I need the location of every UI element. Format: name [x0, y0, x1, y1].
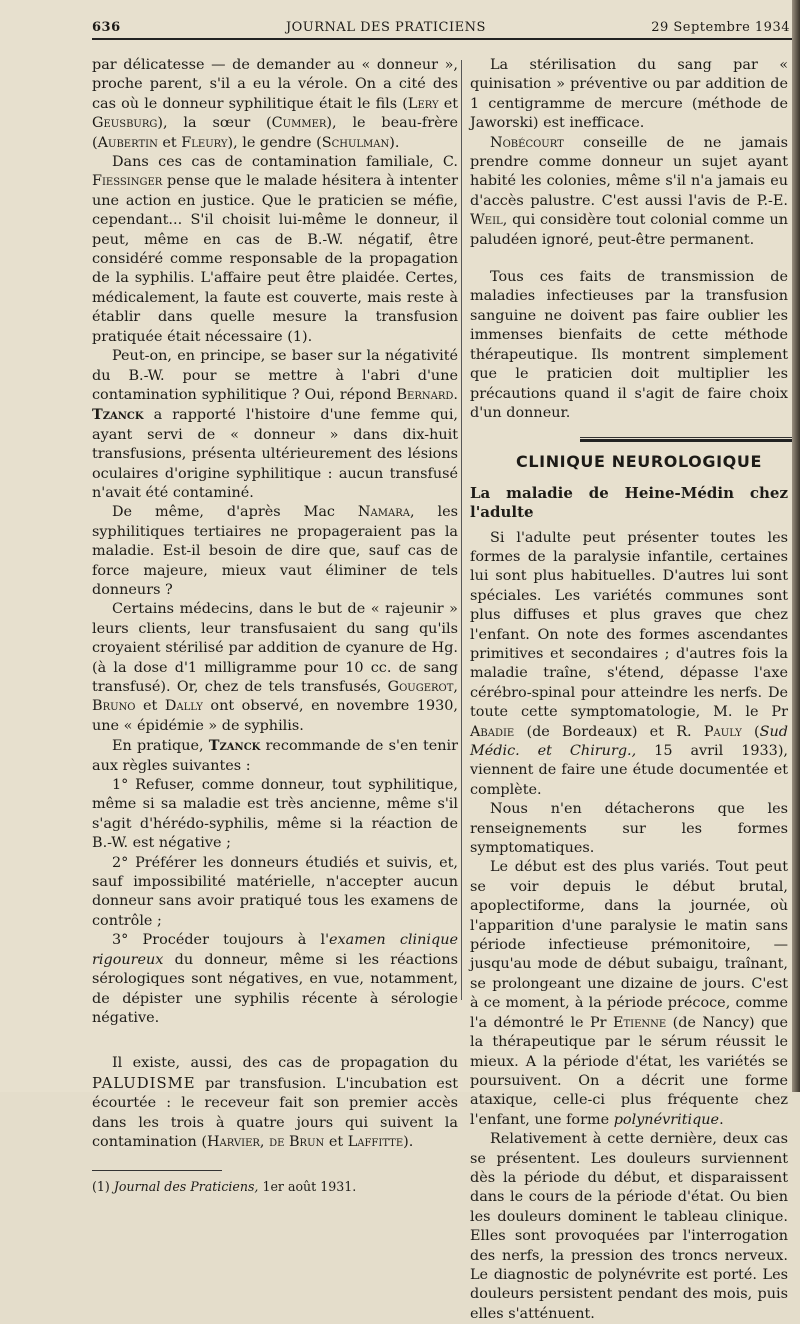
paragraph: Nobécourt conseille de ne jamais prendre comme donneur un sujet ayant habité les colonies, même s'il n'a jamais eu d'accès palustre. C'est aussi l'avis de P.-E. Weil, qui considère tout colonial comme un paludéen ignoré, peut-être permanent. [470, 134, 788, 248]
paragraph: Certains médecins, dans le but de « rajeunir » leurs clients, leur transfusaient du sang qu'ils croyaient stérilisé par addition de cyanure de Hg. (à la dose d'1 milligramme pour 10 cc. de sang transfusé). Or, chez de tels transfusés, Gougerot, Bruno et Dally ont observé, en novembre 1930, une « épidémie » de syphilis. [92, 601, 459, 734]
paragraph: La stérilisation du sang par « quinisation » préventive ou par addition de 1 centigramme de mercure (méthode de Jaworski) est inefficace. [470, 57, 788, 132]
paragraph: En pratique, Tzanck recommande de s'en tenir aux règles suivantes : [92, 737, 458, 774]
paragraph: Si l'adulte peut présenter toutes les formes de la paralysie infantile, certaines lui sont plus habituelles. D'autres lui sont spéciales. Les variétés communes sont plus diffuses et plus graves que chez l'enfant. On note des formes ascendantes primitives et secondaires ; d'autres fois la maladie traîne, s'étend, dépasse l'axe cérébro-spinal pour atteindre les nerfs. De toute cette symptomatologie, M. le Pr Abadie (de Bordeaux) et R. Pauly (Sud Médic. et Chirurg., 15 avril 1933), viennent de faire une étude documentée et complète. [470, 529, 789, 798]
paragraph: Peut-on, en principe, se baser sur la négativité du B.-W. pour se mettre à l'abri d'une contamination syphilitique ? Oui, répond Bernard. Tzanck a rapporté l'histoire d'une femme qui, ayant servi de « donneur » dans dix-huit transfusions, présenta ultérieurement des lésions oculaires d'origine syphilitique : aucun transfusé n'avait été contaminé. [92, 348, 458, 501]
section-title: CLINIQUE NEUROLOGIQUE [516, 452, 762, 472]
paragraph: Relativement à cette dernière, deux cas se présentent. Les douleurs surviennent dès la période du début, et disparaissent dans le cours de la période d'état. Ou bien les douleurs dominent le tableau clinique. Elles sont provoquées par l'interrogation des nerfs, la pression des troncs nerveux. Le diagnostic de polynévrite est porté. Les douleurs persistent pendant des mois, puis elles s'atténuent. [470, 1131, 788, 1322]
footnote-rule [92, 1170, 222, 1171]
rule-item: 2° Préférer les donneurs étudiés et suivis, et, sauf impossibilité matérielle, n'accepter aucun donneur sans avoir pratiqué tous les examens de contrôle ; [92, 854, 458, 929]
paragraph: Dans ces cas de contamination familiale, C. Fiessinger pense que le malade hésitera à intenter une action en justice. Que le praticien se méfie, cependant... S'il choisit lui-même le donneur, il peut, même en cas de B.-W. négatif, être considéré comme responsable de la propagation de la syphilis. L'affaire peut être plaidée. Certes, médicalement, la faute est couverte, mais reste à établir dans quelle mesure la transfusion pratiquée était nécessaire (1). [92, 154, 458, 345]
rule-item: 3° Procéder toujours à l'examen clinique rigoureux du donneur, même si les réactions sérologiques sont négatives, en vue, notamment, de dépister une syphilis récente à sérologie négative. [92, 932, 458, 1026]
paragraph: Nous n'en détacherons que les renseignements sur les formes symptomatiques. [470, 801, 788, 857]
column-divider [461, 60, 462, 1000]
right-column [470, 56, 789, 1322]
paragraph: De même, d'après Mac Namara, les syphilitiques tertiaires ne propageraient pas la maladie. Est-il besoin de dire que, sauf cas de force majeure, mieux vaut éliminer de tels donneurs ? [92, 504, 458, 598]
section-rule-thick [580, 439, 800, 442]
page-number: 636 [92, 19, 121, 35]
rule-item: 1° Refuser, comme donneur, tout syphilitique, même si sa maladie est très ancienne, même s'il s'agit d'hérédo-syphilis, même si la réaction de B.-W. est négative ; [92, 777, 458, 852]
paragraph: Le début est des plus variés. Tout peut se voir depuis le début brutal, apoplectiforme, dans la journée, où l'apparition d'une paralysie le matin sans période infectieuse prémonitoire, — jusqu'au mode de début subaigu, traînant, se prolongeant une dizaine de jours. C'est à ce moment, à la période précoce, comme l'a démontré le Pr Etienne (de Nancy) que la thérapeutique par le sérum réussit le mieux. A la période d'état, les variétés se poursuivent. On a décrit une forme ataxique, celle-ci plus fréquente chez l'enfant, une forme polynévritique. [470, 859, 788, 1128]
paragraph: Il existe, aussi, des cas de propagation du PALUDISME par transfusion. L'incubation est écourtée : le receveur fait son premier accès dans les trois à quatre jours qui suivent la contamination (Harvier, de Brun et Laffitte). [92, 1055, 458, 1150]
article-title: La maladie de Heine-Médin chez l'adulte [470, 483, 788, 522]
footnote: (1) Journal des Praticiens, 1er août 1931. [92, 1179, 357, 1195]
header-rule [92, 38, 794, 40]
running-header [92, 14, 790, 40]
section-rule-thin [580, 437, 800, 438]
issue-date: 29 Septembre 1934 [651, 19, 790, 35]
left-column [92, 56, 458, 1197]
page-binding-edge [792, 0, 800, 1092]
journal-title: JOURNAL DES PRATICIENS [285, 19, 486, 35]
paragraph: Tous ces faits de transmission de maladies infectieuses par la transfusion sanguine ne doivent pas faire oublier les immenses bienfaits de cette méthode thérapeutique. Ils montrent simplement que le praticien doit multiplier les précautions quand il s'agit de faire choix d'un donneur. [470, 269, 788, 421]
paragraph: par délicatesse — de demander au « donneur », proche parent, s'il a eu la vérole. On a cité des cas où le donneur syphilitique était le fils (Lery et Geusburg), la sœur (Cummer), le beau-frère (Aubertin et Fleury), le gendre (Schulman). [92, 57, 458, 151]
